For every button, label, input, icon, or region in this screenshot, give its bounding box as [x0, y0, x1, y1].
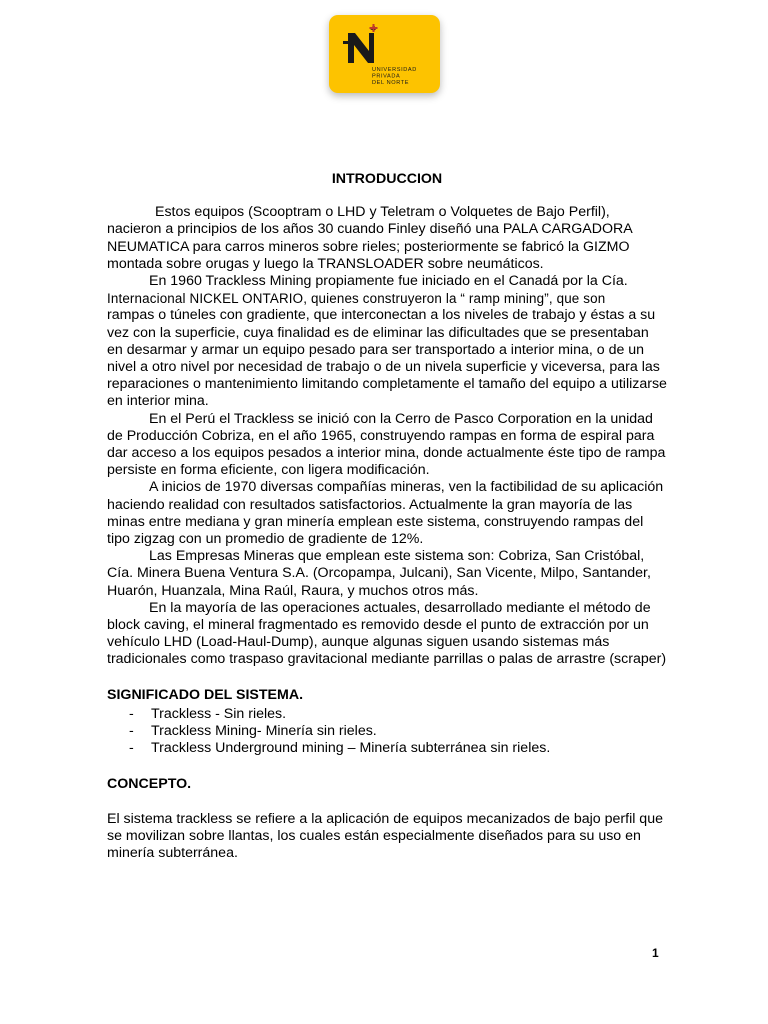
list-item: - Trackless - Sin rieles. — [107, 706, 667, 723]
significado-list — [107, 706, 667, 758]
list-item: - Trackless Underground mining – Minería subterránea sin rieles. — [107, 740, 667, 757]
list-item: - Trackless Mining- Minería sin rieles. — [107, 723, 667, 740]
paragraph-6: En la mayoría de las operaciones actuales, desarrollado mediante el método de block caving, el mineral fragmentado es removido desde el punto de extracción por un vehículo LHD (Load-Haul-Dump), aunque algunas siguen usando sistemas más tradicionales como traspaso gravitacional mediante parrillas o palas de arrastre (scraper) — [107, 599, 667, 668]
logo-line-2: PRIVADA — [372, 73, 401, 80]
section-heading-concepto: CONCEPTO. — [107, 775, 192, 792]
paragraph-1: Estos equipos (Scooptram o LHD y Teletram o Volquetes de Bajo Perfil), nacieron a principios de los años 30 cuando Finley diseñó una PALA CARGADORA NEUMATICA para carros mineros sobre rieles; posteriormente se fabricó la GIZMO montada sobre orugas y luego la TRANSLOADER sobre neumáticos. — [107, 204, 632, 272]
paragraph-5: Las Empresas Mineras que emplean este sistema son: Cobriza, San Cristóbal, Cía. Minera Buena Ventura S.A. (Orcopampa, Julcani), San Vicente, Milpo, Santander, Huarón, Huanzala, Mina Raúl, Raura, y muchos otros más. — [107, 548, 651, 599]
concepto-paragraph: El sistema trackless se refiere a la aplicación de equipos mecanizados de bajo perfil que se movilizan sobre llantas, los cuales están especialmente diseñados para su uso en minería subterránea. — [107, 810, 663, 862]
logo-n-emblem-icon — [329, 15, 440, 93]
paragraph-2c: rampas o túneles con gradiente, que interconectan a los niveles de trabajo y éstas a su vez con la superficie, cuya finalidad es de eliminar las dificultades que se presentaban en desarmar y armar un equipo pesado para ser transportado a interior mina, o de un nivel a otro nivel por necesidad de trabajo o de un nivela superficie y viceversa, para las reparaciones o mantenimiento limitando completamente el tamaño del equipo a utilizarse en interior mina. — [107, 307, 667, 410]
logo-line-3: DEL NORTE — [372, 80, 410, 86]
paragraph-2a: En 1960 Trackless Mining propiamente fue iniciado en el Canadá por la Cía. — [149, 273, 628, 290]
logo-line-1: UNIVERSIDAD — [372, 67, 417, 73]
page-number: 1 — [652, 946, 659, 960]
paragraph-4: A inicios de 1970 diversas compañías mineras, ven la factibilidad de su aplicación haciendo realidad con resultados satisfactorios. Actualmente la gran mayoría de las minas entre mediana y gran minería emplean este sistema, construyendo rampas del tipo zigzag con un promedio de gradiente de 12%. — [107, 479, 664, 548]
document-title: INTRODUCCION — [331, 171, 443, 187]
paragraph-3: En el Perú el Trackless se inició con la Cerro de Pasco Corporation en la unidad de Producción Cobriza, en el año 1965, construyendo rampas en forma de espiral para dar acceso a los equipos pesados a interior mina, donde actualmente éste tipo de rampa persiste en forma eficiente, con ligera modificación. — [107, 410, 666, 479]
document-body — [107, 171, 667, 862]
paragraph-2b: Internacional NICKEL ONTARIO, quienes construyeron la “ ramp mining”, que son — [107, 291, 606, 307]
section-heading-significado: SIGNIFICADO DEL SISTEMA. — [107, 686, 304, 703]
university-logo — [329, 15, 440, 93]
